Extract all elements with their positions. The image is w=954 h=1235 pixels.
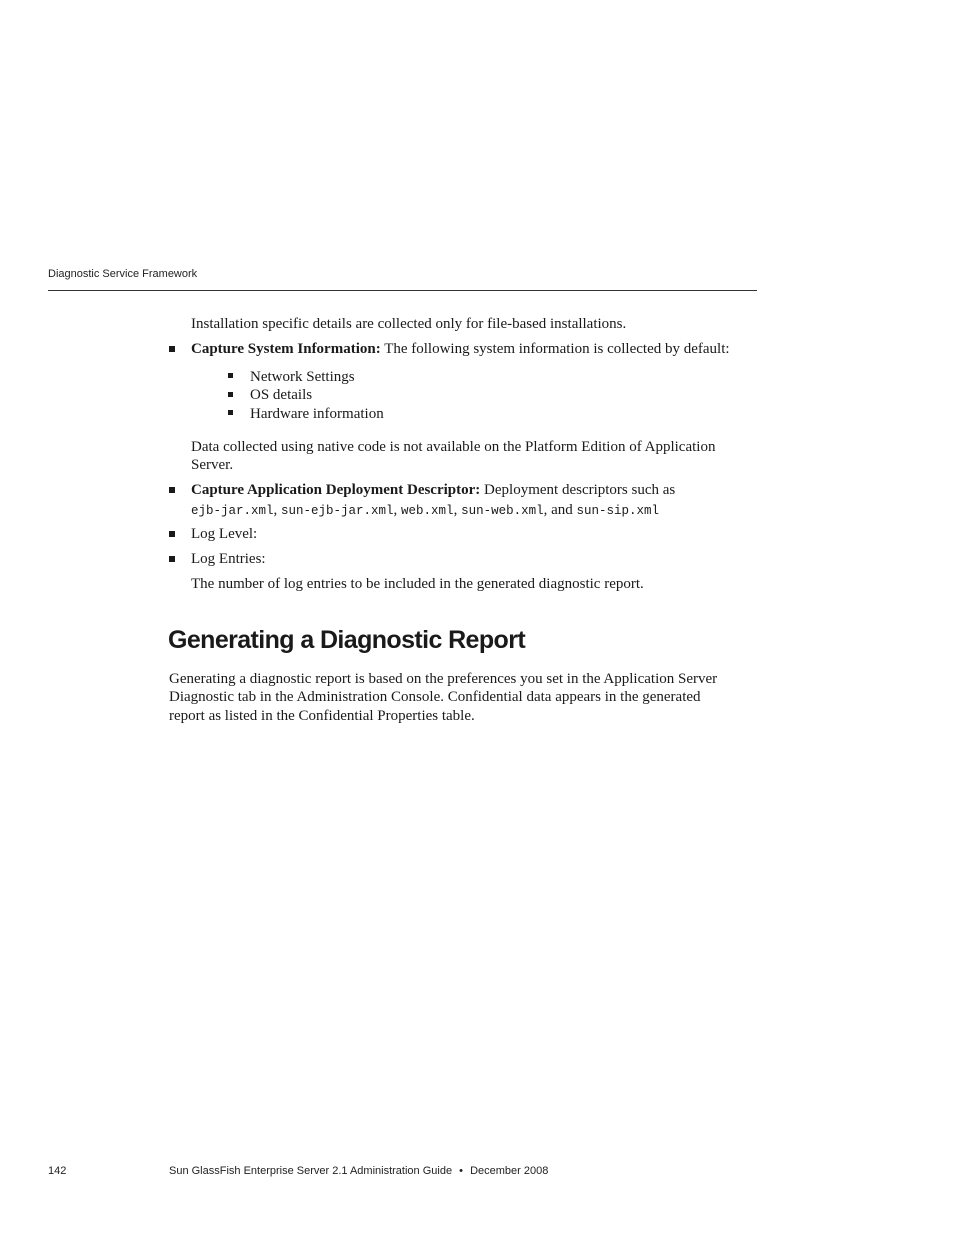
- footer-separator: •: [459, 1165, 463, 1177]
- bullet-square-icon: [169, 556, 175, 562]
- capture-deploy-label: Capture Application Deployment Descriptor:: [191, 482, 481, 498]
- capture-deploy-text: Deployment descriptors such as: [480, 482, 676, 498]
- capture-system-label: Capture System Information:: [191, 341, 381, 357]
- capture-system-item: [191, 340, 730, 358]
- list-separator: ,: [453, 502, 462, 518]
- list-item-network-settings: Network Settings: [250, 369, 355, 385]
- list-separator-and: , and: [543, 502, 577, 518]
- log-level-item: Log Level:: [191, 526, 258, 542]
- footer-book-title: Sun GlassFish Enterprise Server 2.1 Administration Guide: [169, 1165, 453, 1177]
- section-paragraph-line-1: Generating a diagnostic report is based on the preferences you set in the Application Server: [169, 671, 718, 687]
- list-item-os-details: OS details: [250, 387, 313, 403]
- file-ejb-jar: ejb-jar.xml: [191, 504, 274, 518]
- section-title: Generating a Diagnostic Report: [168, 626, 526, 654]
- running-header: Diagnostic Service Framework: [48, 268, 198, 280]
- page-number: 142: [48, 1165, 67, 1177]
- list-separator: ,: [273, 502, 282, 518]
- bullet-square-icon: [228, 392, 233, 397]
- deployment-file-list: [191, 501, 659, 520]
- log-entries-item: Log Entries:: [191, 551, 266, 567]
- file-sun-sip: sun-sip.xml: [576, 504, 660, 518]
- footer-book-info: [169, 1165, 548, 1177]
- log-entries-note: The number of log entries to be included in the generated diagnostic report.: [191, 576, 644, 592]
- install-note: Installation specific details are collected only for file-based installations.: [191, 316, 627, 332]
- capture-deploy-item: [191, 481, 675, 499]
- bullet-square-icon: [228, 410, 233, 415]
- section-paragraph-line-3: report as listed in the Confidential Properties table.: [169, 708, 475, 724]
- file-sun-ejb-jar: sun-ejb-jar.xml: [281, 504, 394, 518]
- bullet-square-icon: [169, 531, 175, 537]
- native-note-line-2: Server.: [191, 457, 234, 473]
- capture-system-text: The following system information is collected by default:: [380, 341, 730, 357]
- bullet-square-icon: [169, 346, 175, 352]
- file-sun-web: sun-web.xml: [461, 504, 544, 518]
- section-paragraph-line-2: Diagnostic tab in the Administration Console. Confidential data appears in the generated: [169, 689, 701, 705]
- list-separator: ,: [393, 502, 402, 518]
- list-item-hardware-information: Hardware information: [250, 406, 384, 422]
- header-rule: [48, 290, 757, 291]
- bullet-square-icon: [228, 373, 233, 378]
- native-note-line-1: Data collected using native code is not available on the Platform Edition of Application: [191, 439, 716, 455]
- file-web: web.xml: [401, 504, 454, 518]
- bullet-square-icon: [169, 487, 175, 493]
- footer-date: December 2008: [470, 1165, 549, 1177]
